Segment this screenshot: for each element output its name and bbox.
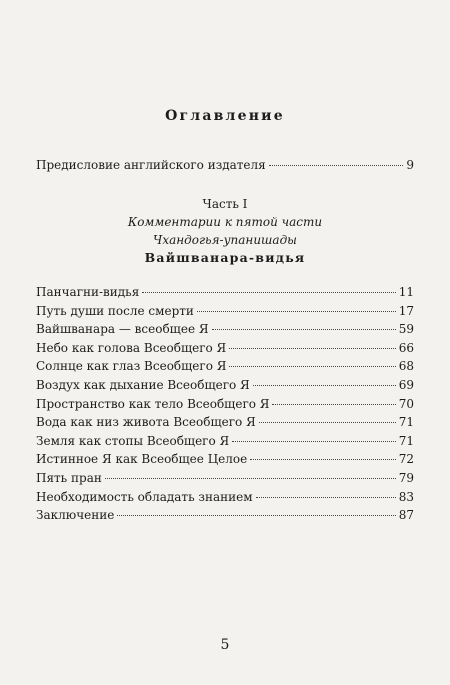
dot-leader xyxy=(229,366,395,367)
toc-title: Оглавление xyxy=(165,108,285,124)
toc-entry xyxy=(36,451,414,467)
toc-entry-page: 72 xyxy=(398,452,414,467)
toc-entry-page: 71 xyxy=(398,415,414,430)
toc-entry xyxy=(36,433,414,449)
dot-leader xyxy=(272,404,395,405)
toc-entry-label: Пространство как тело Всеобщего Я xyxy=(36,396,270,411)
section-heading: Вайшванара-видья xyxy=(144,250,306,265)
dot-leader xyxy=(212,329,396,330)
toc-entry-page: 59 xyxy=(398,322,414,337)
dot-leader xyxy=(105,478,396,479)
toc-entry-label: Истинное Я как Всеобщее Целое xyxy=(36,452,248,467)
toc-entry-label: Небо как голова Всеобщего Я xyxy=(36,340,227,355)
dot-leader xyxy=(259,422,396,423)
dot-leader xyxy=(253,385,396,386)
toc-entry-page: 79 xyxy=(398,471,414,485)
toc-entry-label: Путь души после смерти xyxy=(36,303,194,318)
toc-entry xyxy=(36,284,414,300)
toc-entry xyxy=(36,321,414,337)
dot-leader xyxy=(197,311,396,312)
dot-leader xyxy=(232,441,396,442)
part-subtitle-line1: Комментарии к пятой части xyxy=(127,215,323,229)
dot-leader xyxy=(250,459,396,460)
part-number: Часть I xyxy=(202,197,248,211)
toc-entry-page: 71 xyxy=(398,433,414,448)
toc-entry-preface xyxy=(36,157,414,173)
toc-entry xyxy=(36,507,414,523)
toc-entry xyxy=(36,414,414,430)
toc-entry xyxy=(36,303,414,319)
dot-leader xyxy=(256,497,396,498)
toc-entry xyxy=(36,396,414,412)
toc-entry-page: 83 xyxy=(398,489,414,504)
toc-entry xyxy=(36,377,414,393)
dot-leader xyxy=(142,292,395,293)
toc-entry-page: 68 xyxy=(398,359,414,374)
toc-entry xyxy=(36,470,414,486)
toc-entry xyxy=(36,489,414,505)
dot-leader xyxy=(229,348,395,349)
toc-entry-label: Вайшванара — всеобщее Я xyxy=(36,322,209,337)
toc-entry-label: Пять пран xyxy=(36,471,102,485)
toc-entry-page: 66 xyxy=(398,340,414,355)
toc-entry xyxy=(36,358,414,374)
page-number: 5 xyxy=(220,637,230,653)
toc-entry-label: Необходимость обладать знанием xyxy=(36,489,253,504)
toc-entry-label: Панчагни-видья xyxy=(36,285,140,299)
toc-entry-page: 69 xyxy=(398,378,414,392)
toc-entry xyxy=(36,340,414,356)
toc-entry-label: Вода как низ живота Всеобщего Я xyxy=(36,415,256,430)
toc-entry-label: Воздух как дыхание Всеобщего Я xyxy=(36,378,250,392)
toc-entry-page: 9 xyxy=(406,158,414,172)
dot-leader xyxy=(117,515,395,516)
toc-entry-page: 11 xyxy=(398,285,414,299)
toc-entry-label: Солнце как глаз Всеобщего Я xyxy=(36,359,227,374)
dot-leader xyxy=(269,165,404,166)
toc-entry-label: Предисловие английского издателя xyxy=(36,158,266,172)
toc-entry-label: Заключение xyxy=(36,508,115,523)
toc-entry-page: 70 xyxy=(398,396,414,411)
toc-entry-page: 17 xyxy=(398,303,414,318)
part-subtitle-line2: Чхандогья-упанишады xyxy=(153,233,297,247)
toc-entry-page: 87 xyxy=(398,508,414,523)
toc-entry-label: Земля как стопы Всеобщего Я xyxy=(36,433,230,448)
